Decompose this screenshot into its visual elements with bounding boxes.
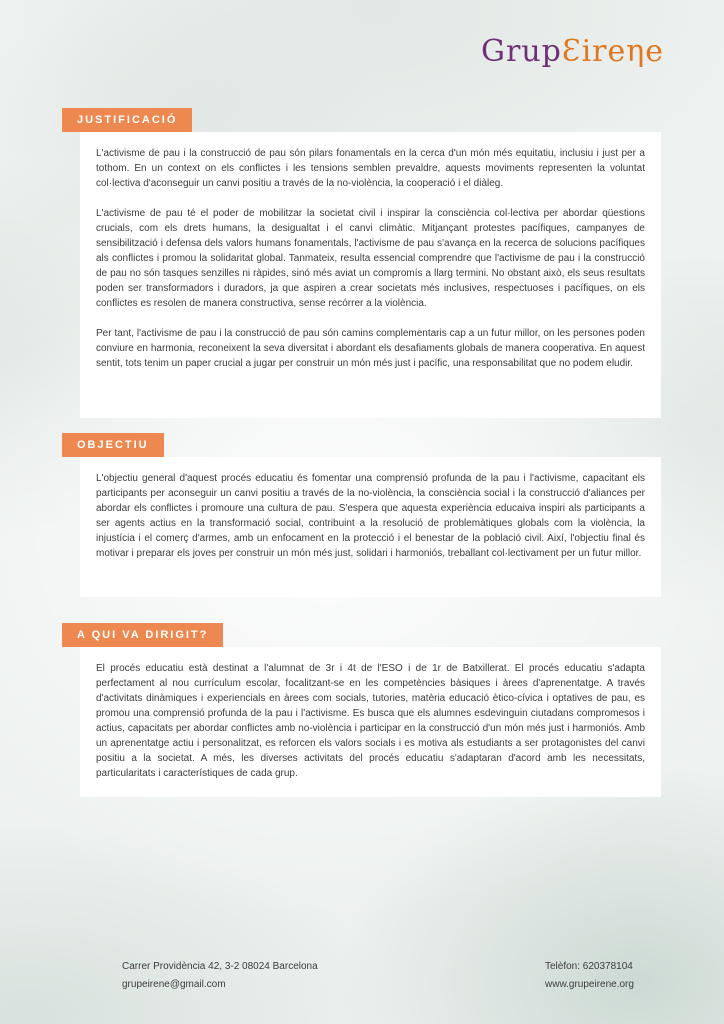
paragraph: Per tant, l'activisme de pau i la construcció de pau són camins complementaris cap a un futur millor, on les persones poden conviure en harmonia, reconeixent la seva diversitat i abordant els desafiaments globals de manera cooperativa. En aquest sentit, tots tenim un paper crucial a jugar per construir un món més just i pacífic, una responsabilitat que no podem eludir. <box>96 328 645 369</box>
paragraph: L'activisme de pau té el poder de mobilitzar la societat civil i inspirar la consciència col·lectiva per abordar qüestions crucials, com els drets humans, la desigualtat i el canvi climàtic. Mitjançant protestes pacífiques, campanyes de sensibilització i defensa dels valors humans fonamentals, l'activisme de pau s'avança en la recerca de solucions pacífiques als conflictes i promou la solidaritat global. Tanmateix, resulta essencial comprendre que l'activisme de pau i la construcció de pau no són tasques senzilles ni ràpides, sinó més aviat un compromís a llarg termini. No obstant això, els seus resultats poden ser transformadors i duradors, ja que aspiren a crear societats més inclusives, respectuoses i pacífiques, on els conflictes es resolen de manera constructiva, sense recórrer a la violència. <box>96 208 645 309</box>
section-body-justificacio <box>80 132 661 418</box>
footer-phone: Telèfon: 620378104 <box>545 961 633 972</box>
footer-contact-right <box>545 958 634 994</box>
section-heading-objectiu: OBJECTIU <box>62 433 164 457</box>
logo <box>481 34 664 69</box>
footer-contact-left <box>122 958 318 994</box>
section-objectiu <box>62 433 661 597</box>
footer-address: Carrer Providència 42, 3-2 08024 Barcelona <box>122 961 318 972</box>
paragraph: El procés educatiu està destinat a l'alumnat de 3r i 4t de l'ESO i de 1r de Batxillerat. El procés educatiu s'adapta perfectament al nou currículum escolar, focalitzant-se en les competències bàsiques i àrees d'aprenentatge. A través d'activitats dinàmiques i experiencials en àrees com socials, tutories, matèria educació ètico-cívica i optatives de pau, es promou una comprensió profunda de la pau i l'activisme. Es busca que els alumnes esdevinguin ciutadans compromesos i actius, capacitats per abordar conflictes amb no-violència i participar en la construcció d'un món més just i harmoniós. Amb un aprenentatge actiu i personalitzat, es reforcen els valors socials i es motiva als estudiants a ser protagonistes del canvi positiu a la societat. A més, les diverses activitats del procés educatiu s'adaptaran d'acord amb les necessitats, particularitats i característiques de cada grup. <box>96 663 645 779</box>
section-body-objectiu <box>80 457 661 597</box>
section-heading-justificacio: JUSTIFICACIÓ <box>62 108 192 132</box>
footer-email: grupeirene@gmail.com <box>122 979 226 990</box>
section-body-a-qui-va-dirigit <box>80 647 661 797</box>
logo-text-grup: Grup <box>481 34 562 69</box>
section-justificacio <box>62 108 661 418</box>
footer-website: www.grupeirene.org <box>545 979 634 990</box>
section-heading-a-qui-va-dirigit: A QUI VA DIRIGIT? <box>62 623 223 647</box>
paragraph: L'objectiu general d'aquest procés educatiu és fomentar una comprensió profunda de la pau i l'activisme, capacitant els participants per aconseguir un canvi positiu a través de la no-violència, la consciència social i la construcció d'aliances per abordar els conflictes i promoure una cultura de pau. S'espera que aquesta experiència educaiva inspiri als participants a ser agents actius en la transformació social, contribuint a la resolució de problemàtiques globals com la violència, la injustícia i el comerç d'armes, amb un enfocament en la protecció i el benestar de la població civil. Així, l'objectiu final és motivar i preparar els joves per construir un món més just, solidari i harmoniós, treballant col·lectivament per un futur millor. <box>96 473 645 559</box>
logo-text-eirene: Ɛireηe <box>561 34 664 69</box>
section-a-qui-va-dirigit <box>62 623 661 797</box>
paragraph: L'activisme de pau i la construcció de pau són pilars fonamentals en la cerca d'un món més equitatiu, inclusiu i just per a tothom. En un context on els conflictes i les tensions semblen prevaldre, aquests moviments representen la voluntat col·lectiva d'aconseguir un canvi positiu a través de la no-violència, la cooperació i el diàleg. <box>96 148 645 189</box>
